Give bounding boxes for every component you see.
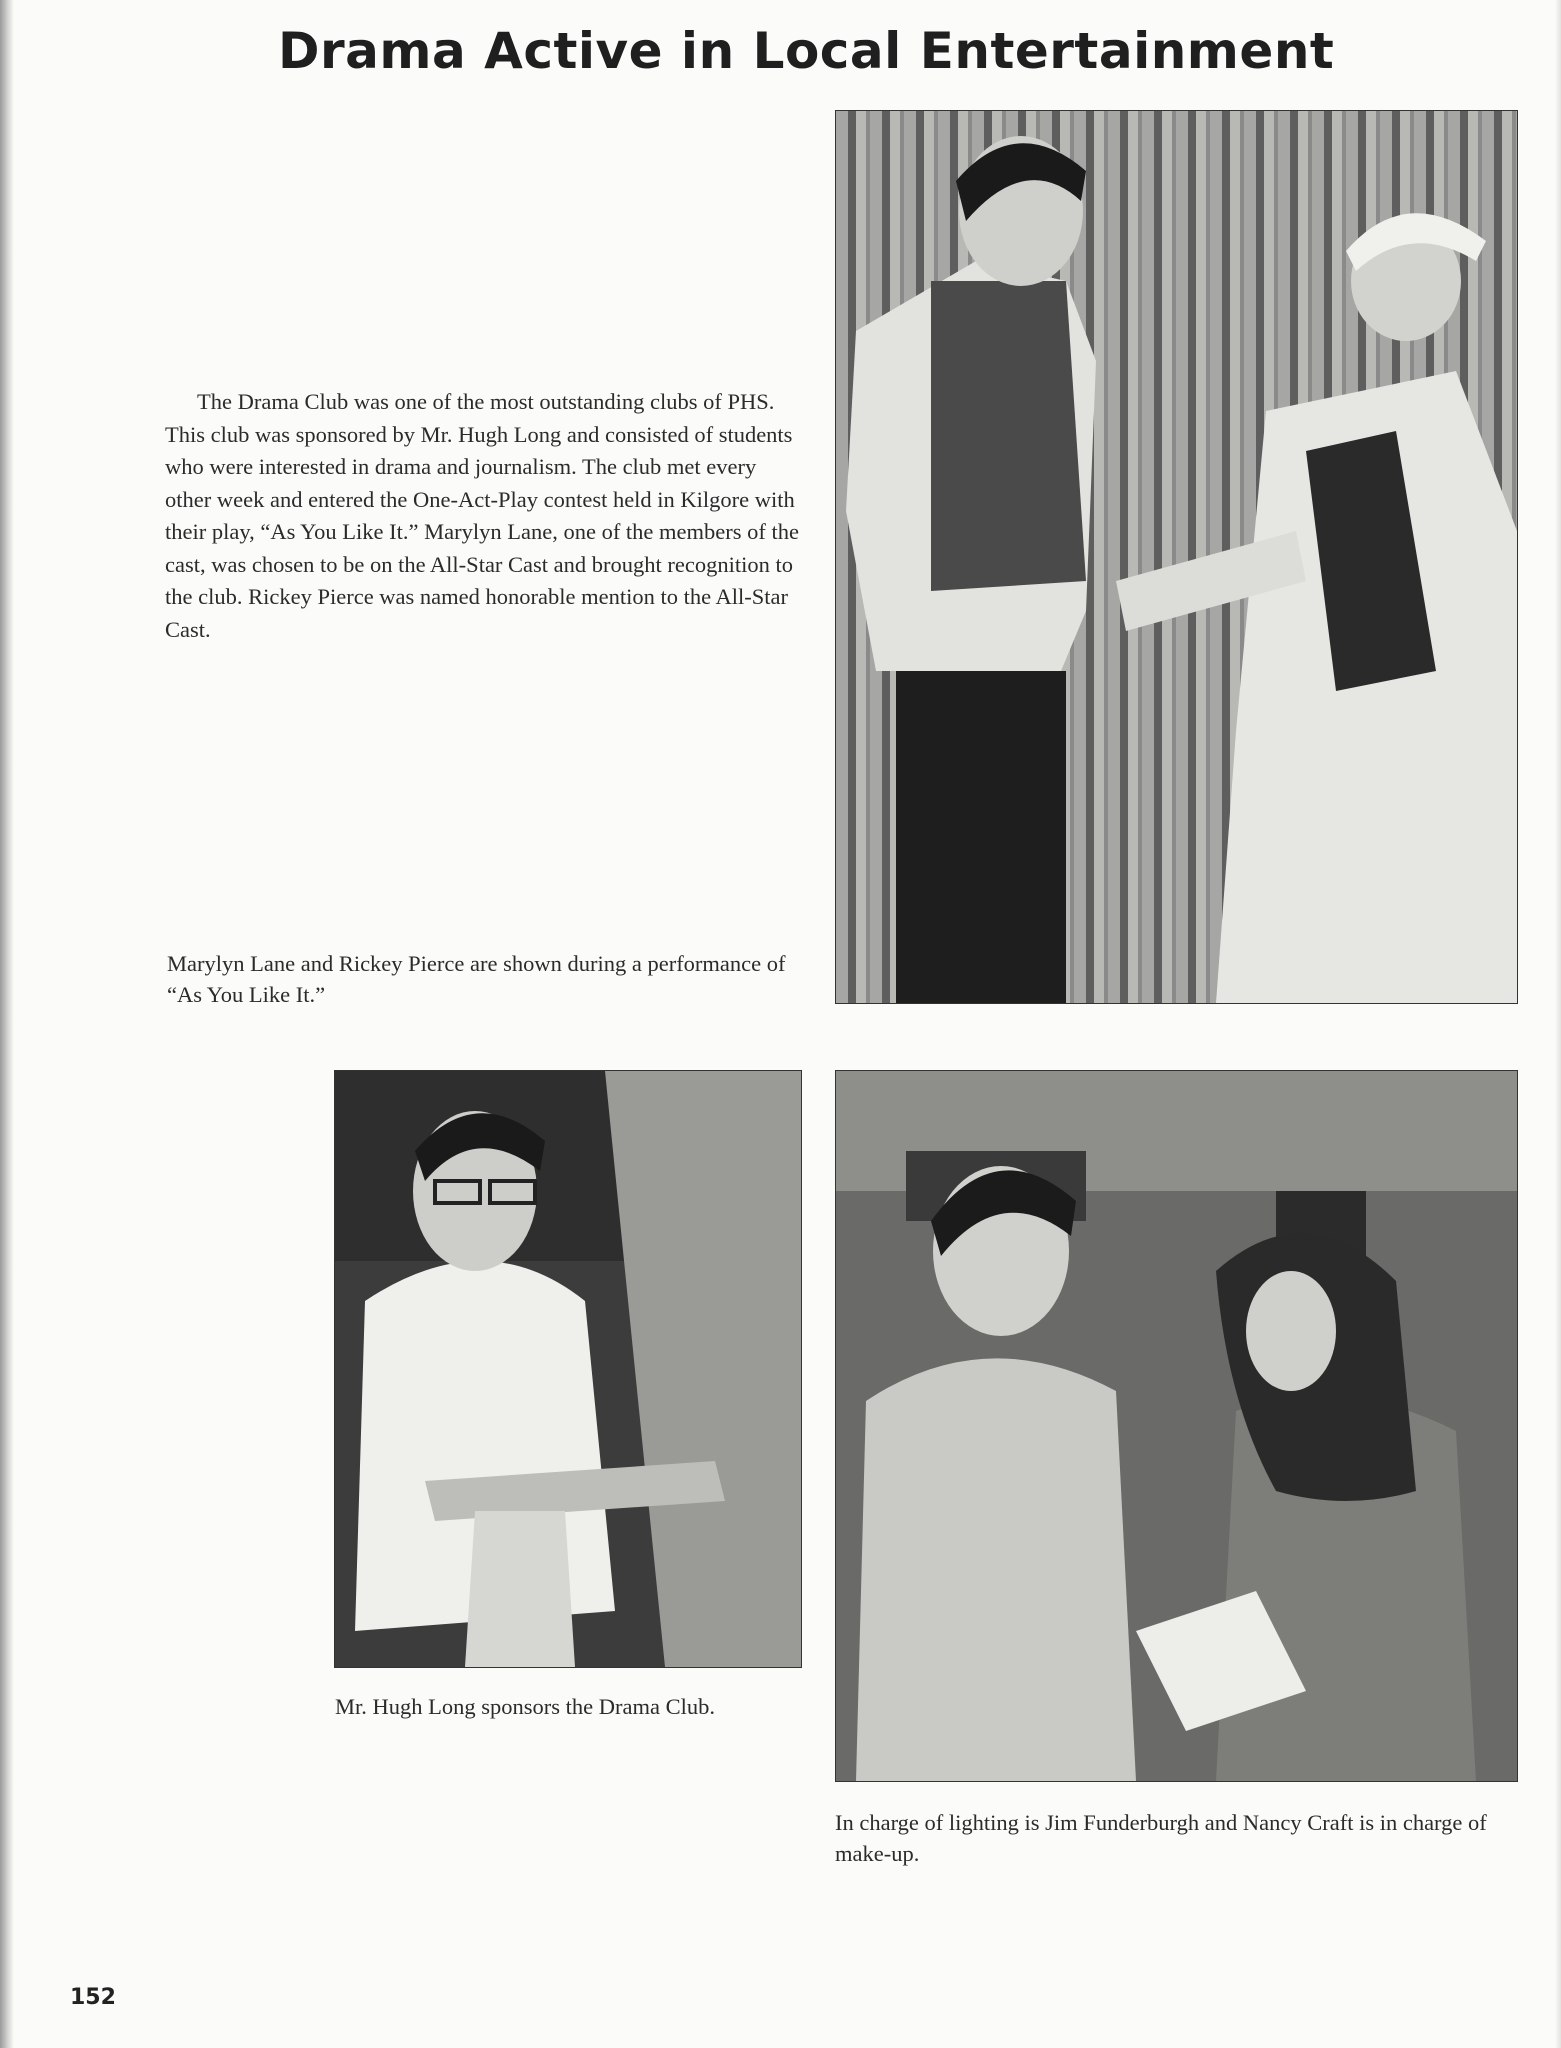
article-body: The Drama Club was one of the most outstanding clubs of PHS. This club was sponsored by Mr. Hugh Long and consisted of students who were interested in drama and journalism. The club met every other week and entered the One-Act-Play contest held in Kilgore with their play, “As You Like It.” Marylyn Lane, one of the members of the cast, was chosen to be on the All-Star Cast and brought recognition to the club. Rickey Pierce was named honorable mention to the All-Star Cast.	[165, 389, 799, 642]
sponsor-caption: Mr. Hugh Long sponsors the Drama Club.	[335, 1694, 715, 1719]
page-number: 152	[70, 1985, 116, 2010]
crew-caption: In charge of lighting is Jim Funderburgh and Nancy Craft is in charge of make-up.	[835, 1810, 1487, 1866]
page-title: Drama Active in Local Entertainment	[278, 22, 1335, 80]
stage-performance-caption: Marylyn Lane and Rickey Pierce are shown during a performance of “As You Like It.”	[167, 951, 786, 1007]
page-edge	[1555, 0, 1561, 2048]
crew-photo	[835, 1070, 1518, 1782]
stage-performance-photo	[835, 110, 1518, 1004]
sponsor-photo	[334, 1070, 802, 1668]
page-gutter	[0, 0, 14, 2048]
